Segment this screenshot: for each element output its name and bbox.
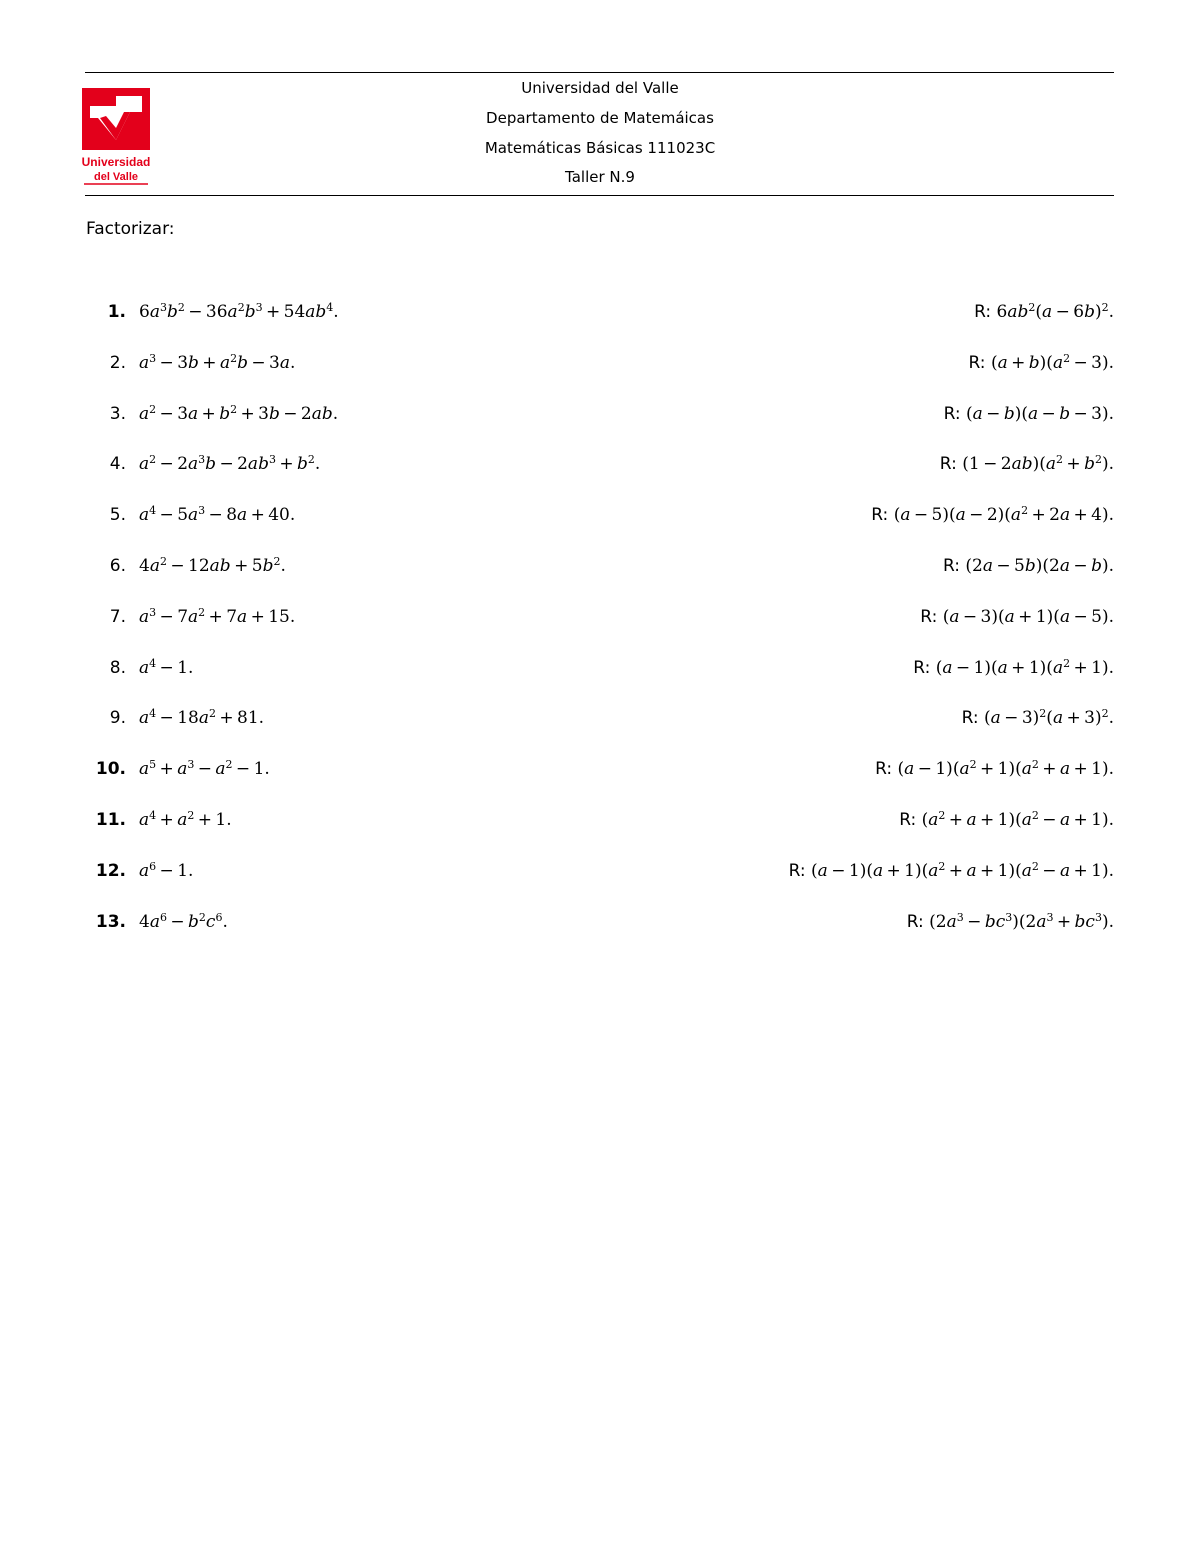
exercise-item <box>85 451 1114 477</box>
exercise-number: 2. <box>109 352 126 373</box>
exercise-expression: $a^2 - 2a^3b - 2ab^3 + b^2$. <box>139 453 321 475</box>
answer-label: R: <box>943 403 966 424</box>
exercise-answer: R: (a − 3)(a + 1)(a − 5). <box>920 606 1114 627</box>
exercise-item <box>85 553 1114 579</box>
exercise-answer: R: $(a - 3)^2(a + 3)^2$. <box>961 707 1114 729</box>
exercise-number: 5. <box>109 505 126 526</box>
exercise-number: 13. <box>95 911 126 932</box>
exercise-expression: $4a^2 - 12ab + 5b^2$. <box>139 555 286 576</box>
exercise-expression: $a^4 - 18a^2 + 81$. <box>139 707 265 729</box>
exercise-expression: $6a^3b^2 - 36a^2b^3 + 54ab^4$. <box>139 301 339 322</box>
exercise-item <box>85 350 1114 376</box>
exercise-number: 7. <box>109 606 126 627</box>
exercise-number: 12. <box>95 860 126 881</box>
exercise-number: 3. <box>109 403 126 424</box>
answer-label: R: <box>942 556 966 576</box>
course-name: Matemáticas Básicas 111023C <box>484 139 716 157</box>
exercise-expression: $a^4 - 1$. <box>139 656 194 678</box>
exercise-expression: $a^3 - 7a^2 + 7a + 15$. <box>139 605 296 627</box>
exercise-answer: R: $(1 - 2ab)(a^2 + b^2)$. <box>939 453 1114 475</box>
exercise-number: 10. <box>95 759 126 780</box>
answer-label: R: <box>906 911 930 932</box>
exercise-number: 11. <box>95 810 126 830</box>
exercise-number: 6. <box>109 556 126 576</box>
exercise-expression: $a^6 - 1$. <box>139 859 194 881</box>
answer-label: R: <box>875 759 898 780</box>
exercise-number: 9. <box>109 708 126 729</box>
exercise-number: 8. <box>109 657 126 678</box>
answer-label: R: <box>899 810 922 830</box>
exercise-item <box>85 604 1114 630</box>
header-top-rule <box>85 72 1114 73</box>
answer-label: R: <box>961 708 984 729</box>
exercise-item <box>85 909 1114 935</box>
exercise-item <box>85 655 1114 681</box>
exercise-answer: R: $(a - 5)(a - 2)(a^2 + 2a + 4)$. <box>871 504 1114 526</box>
department-name: Departamento de Matemáicas <box>486 109 714 127</box>
exercise-item <box>85 807 1114 833</box>
exercise-answer: R: $6ab^2(a - 6b)^2$. <box>974 301 1114 322</box>
exercise-number: 1. <box>107 302 126 322</box>
logo-text-2: del Valle <box>93 171 139 183</box>
exercise-answer: R: $(a - 1)(a + 1)(a^2 + 1)$. <box>913 656 1114 678</box>
instruction-text: Factorizar: <box>86 219 175 239</box>
exercise-answer: R: (2a − 5b)(2a − b). <box>942 556 1114 576</box>
exercise-item <box>85 401 1114 427</box>
exercise-expression: $a^4 + a^2 + 1$. <box>139 809 232 830</box>
exercise-item <box>85 858 1114 884</box>
exercise-answer: R: $(2a^3 - bc^3)(2a^3 + bc^3)$. <box>906 910 1114 932</box>
exercise-expression: $a^2 - 3a + b^2 + 3b - 2ab$. <box>139 402 339 424</box>
exercise-item <box>85 299 1114 325</box>
logo-text-1: Universidad <box>81 155 151 169</box>
exercise-number: 4. <box>109 454 126 475</box>
answer-label: R: <box>871 505 894 526</box>
exercise-item <box>85 756 1114 782</box>
answer-label: R: <box>968 352 991 373</box>
exercise-item <box>85 705 1114 731</box>
workshop-title: Taller N.9 <box>565 168 635 186</box>
exercise-expression: $a^5 + a^3 - a^2 - 1$. <box>139 758 270 780</box>
exercise-expression: $a^3 - 3b + a^2b - 3a$. <box>139 351 296 373</box>
exercise-expression: $a^4 - 5a^3 - 8a + 40$. <box>139 504 296 526</box>
exercise-expression: $4a^6 - b^2c^6$. <box>139 910 228 932</box>
exercise-answer: R: $(a - 1)(a + 1)(a^2 + a + 1)(a^2 - a + 1)$. <box>788 859 1114 881</box>
exercise-answer: R: $(a - 1)(a^2 + 1)(a^2 + a + 1)$. <box>875 758 1114 780</box>
answer-label: R: <box>913 657 936 678</box>
exercise-answer: R: $(a^2 + a + 1)(a^2 - a + 1)$. <box>899 809 1114 830</box>
header-bottom-rule <box>85 195 1114 196</box>
answer-label: R: <box>974 302 997 322</box>
exercise-item <box>85 502 1114 528</box>
answer-label: R: <box>920 606 943 627</box>
university-name: Universidad del Valle <box>521 79 679 97</box>
answer-label: R: <box>788 860 812 881</box>
exercise-answer: R: (a − b)(a − b − 3). <box>943 403 1114 424</box>
exercise-answer: R: $(a + b)(a^2 - 3)$. <box>968 351 1114 373</box>
answer-label: R: <box>939 454 963 475</box>
